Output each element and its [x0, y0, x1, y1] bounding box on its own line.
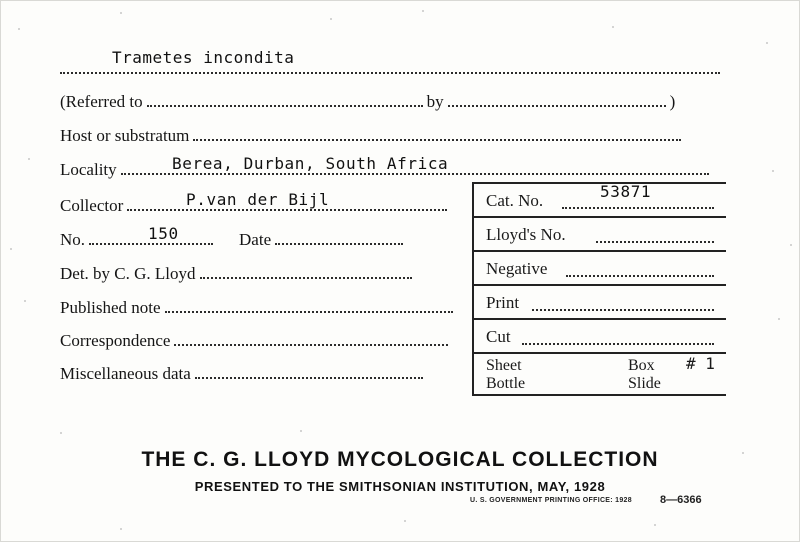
referred-by-label: by: [426, 92, 444, 111]
row-host-substratum: [60, 126, 685, 146]
number-label: No.: [60, 230, 86, 249]
date-blank[interactable]: [275, 242, 403, 245]
cat-no-blank[interactable]: [562, 206, 714, 209]
lloyds-no-blank[interactable]: [596, 240, 714, 243]
locality-label: Locality: [60, 160, 117, 179]
scan-speck: [772, 170, 774, 172]
collection-subtitle: PRESENTED TO THE SMITHSONIAN INSTITUTION, MAY, 1928: [194, 479, 606, 494]
collector-label: Collector: [60, 196, 124, 215]
row-published-note: [60, 298, 457, 318]
row-number-date: [60, 230, 407, 250]
row-specimen-name: [60, 48, 294, 67]
scan-speck: [422, 10, 424, 12]
box-value: # 1: [686, 354, 715, 373]
print-blank[interactable]: [532, 308, 714, 311]
accession-row-lloyds-no: [474, 218, 726, 252]
row-referred-to: [60, 92, 675, 112]
scan-speck: [766, 42, 768, 44]
lloyds-no-label: Lloyd's No.: [486, 225, 566, 244]
determined-by-label: Det. by C. G. Lloyd: [60, 264, 196, 283]
referred-close-paren: ): [669, 92, 676, 111]
specimen-name-rule: [60, 72, 720, 74]
published-note-blank[interactable]: [165, 310, 453, 313]
scan-speck: [404, 520, 406, 522]
box-label: Box: [628, 357, 655, 374]
date-label: Date: [239, 230, 272, 249]
scan-speck: [24, 300, 26, 302]
negative-label: Negative: [486, 259, 548, 278]
scan-speck: [654, 524, 656, 526]
sheet-label: Sheet: [486, 357, 522, 374]
accession-row-cat-no: [474, 184, 726, 218]
correspondence-blank[interactable]: [174, 343, 448, 346]
cat-no-label: Cat. No.: [486, 191, 544, 210]
host-substratum-label: Host or substratum: [60, 126, 190, 145]
scan-speck: [120, 12, 122, 14]
print-label: Print: [486, 293, 520, 312]
negative-blank[interactable]: [566, 274, 714, 277]
gpo-imprint: U. S. GOVERNMENT PRINTING OFFICE: 1928: [470, 497, 632, 504]
accession-row-cut: [474, 320, 726, 354]
scan-speck: [28, 158, 30, 160]
cut-blank[interactable]: [522, 342, 714, 345]
locality-value: Berea, Durban, South Africa: [172, 154, 449, 173]
cut-label: Cut: [486, 327, 511, 346]
scan-speck: [612, 26, 614, 28]
scan-speck: [300, 430, 302, 432]
row-miscellaneous-data: [60, 364, 427, 384]
published-note-label: Published note: [60, 298, 161, 317]
determined-by-blank[interactable]: [200, 276, 412, 279]
referred-by-blank[interactable]: [448, 104, 666, 107]
host-substratum-blank[interactable]: [193, 138, 681, 141]
row-correspondence: [60, 331, 452, 351]
slide-label: Slide: [628, 375, 661, 392]
bottle-label: Bottle: [486, 375, 526, 392]
scan-speck: [330, 18, 332, 20]
scan-speck: [60, 432, 62, 434]
miscellaneous-data-blank[interactable]: [195, 376, 423, 379]
referred-to-blank[interactable]: [147, 104, 423, 107]
accession-row-negative: [474, 252, 726, 286]
specimen-name-value: Trametes incondita: [112, 48, 295, 67]
number-value: 150: [148, 224, 179, 243]
row-determined-by: [60, 264, 416, 284]
footer: [0, 448, 800, 494]
miscellaneous-data-label: Miscellaneous data: [60, 364, 191, 383]
accession-row-print: [474, 286, 726, 320]
collection-title: THE C. G. LLOYD MYCOLOGICAL COLLECTION: [141, 448, 659, 471]
accession-row-sheet-box-bottle-slide: [474, 354, 726, 396]
collector-value: P.van der Bijl: [186, 190, 330, 209]
accession-box: [472, 182, 726, 396]
scan-speck: [10, 248, 12, 250]
scan-speck: [790, 244, 792, 246]
correspondence-label: Correspondence: [60, 331, 171, 350]
scan-speck: [120, 528, 122, 530]
form-number: 8—6366: [660, 494, 702, 506]
cat-no-value: 53871: [600, 182, 652, 201]
scan-speck: [778, 318, 780, 320]
referred-to-label: (Referred to: [60, 92, 143, 111]
scan-speck: [18, 28, 20, 30]
